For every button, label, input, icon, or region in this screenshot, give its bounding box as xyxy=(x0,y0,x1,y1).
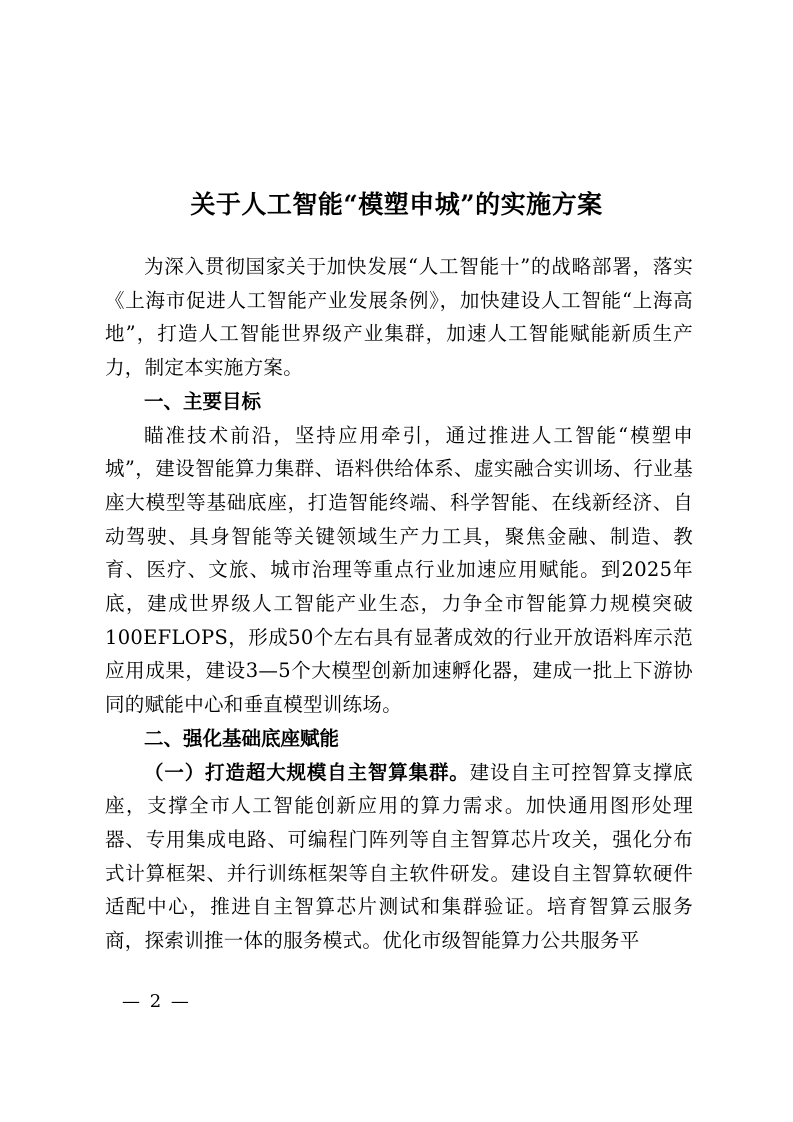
goals-paragraph: 瞄准技术前沿，坚持应用牵引，通过推进人工智能“模塑申城”，建设智能算力集群、语料供给体系、虚实融合实训场、行业基座大模型等基础底座，打造智能终端、科学智能、在线新经济、自动驾驶、具身智能等关键领域生产力工具，聚焦金融、制造、教育、医疗、文旅、城市治理等重点行业加速应用赋能。到2025年底，建成世界级人工智能产业生态，力争全市智能算力规模突破100EFLOPS，形成50个左右具有显著成效的行业开放语料库示范应用成果，建设3—5个大模型创新加速孵化器，建成一批上下游协同的赋能中心和垂直模型训练场。 xyxy=(105,423,693,717)
computing-cluster-lead: （一）打造超大规模自主智算集群。 xyxy=(144,760,470,784)
document-title: 关于人工智能“模塑申城”的实施方案 xyxy=(190,189,603,219)
page-number: — 2 — xyxy=(122,991,191,1012)
section-heading-goals: 一、主要目标 xyxy=(144,389,262,413)
computing-cluster-paragraph xyxy=(105,756,693,958)
document-body xyxy=(105,250,693,958)
intro-paragraph: 为深入贯彻国家关于加快发展“人工智能十”的战略部署，落实《上海市促进人工智能产业发展条例》，加快建设人工智能“上海高地”，打造人工智能世界级产业集群，加速人工智能赋能新质生产力，制定本实施方案。 xyxy=(105,255,693,380)
computing-cluster-body: 建设自主可控智算支撑底座，支撑全市人工智能创新应用的算力需求。加快通用图形处理器、专用集成电路、可编程门阵列等自主智算芯片攻关，强化分布式计算框架、并行训练框架等自主软件研发。建设自主智算软硬件适配中心，推进自主智算芯片测试和集群验证。培育智算云服务商，探索训推一体的服务模式。优化市级智能算力公共服务平 xyxy=(105,760,693,953)
section-heading-infrastructure: 二、强化基础底座赋能 xyxy=(144,726,340,750)
